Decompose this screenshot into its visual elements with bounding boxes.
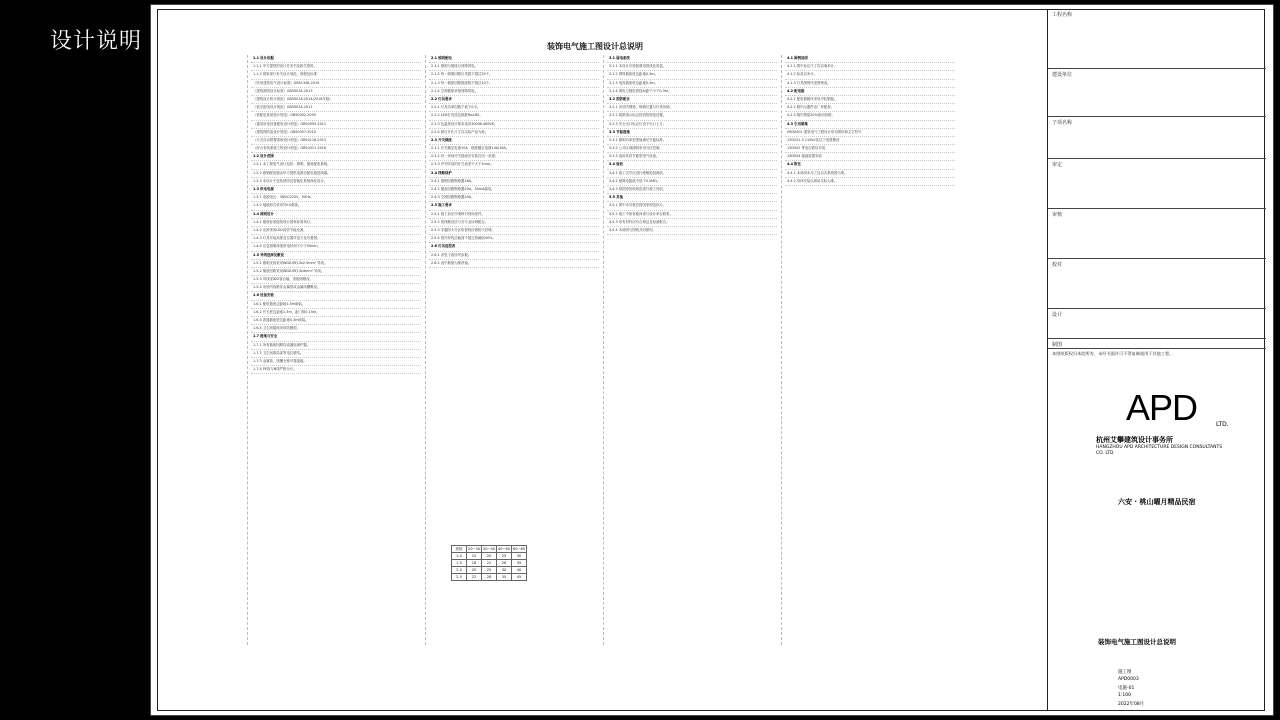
spec-column [785,55,955,645]
spec-line: 1.6.2 开关底边距地1.3m，距门框0.15m。 [251,309,421,317]
title-block [1047,9,1266,711]
spec-line: 14D504 接地装置安装 [785,153,955,161]
spec-heading: 4.1 图例说明 [785,55,955,63]
table-cell: 30~40 [482,547,496,551]
table-cell: 40~60 [497,547,511,551]
spec-line: 2.6.2 表中数值为推荐值。 [429,260,599,268]
table-cell: 20 [467,567,482,574]
spec-line: 1.5.4 吊顶内线路穿金属管或金属线槽敷设。 [251,284,421,292]
spec-line: 1.2.2 照明配电箱由甲方提供电源至配电箱进线端。 [251,170,421,178]
spec-line: 《通用用电设备配电设计规范》GB50055-2011 [251,121,421,129]
spec-heading: 2.1 照明配电 [429,55,599,63]
spec-line: 2.2.3 色温按设计要求选用3000K-4000K。 [429,121,599,129]
title-block-row [1048,9,1266,69]
table-row [452,574,527,581]
spec-line: 2.4.2 插座回路断路器20A，30mA漏电。 [429,186,599,194]
drawing-number: APD0003 [1118,677,1139,682]
fixture-table [451,545,527,581]
table-cell: 22 [482,560,497,567]
table-cell: 15 [467,553,482,560]
spec-line: 《低压配电设计规范》GB50054-2011 [251,104,421,112]
table-cell: 35 [512,560,527,567]
spec-heading: 4.2 配电箱 [785,88,955,96]
spec-line: 4.1.2 标高以米计。 [785,71,955,79]
spec-line: 1.7.4 PE线与N线严格分开。 [251,366,421,374]
table-cell: 25 [482,567,497,574]
spec-line: 2.2.4 筒灯开孔尺寸以实际产品为准。 [429,129,599,137]
spec-line: 2.5.4 管内导线总截面不超过管截面40%。 [429,235,599,243]
spec-line: 《综合布线系统工程设计规范》GB50311-2016 [251,145,421,153]
spec-line: 1.7.2 卫生间做局部等电位联结。 [251,350,421,358]
spec-line: 1.6.1 配电箱底边距地1.5m暗装。 [251,301,421,309]
company-name-en: HANGZHOU APD ARCHITECTURE DESIGN CONSULTANTS CO. LTD [1096,445,1223,456]
project-name: 六安 · 桃山曜月精品民宿 [1118,498,1196,506]
spec-line: 1.4.4 应急照明持续供电时间不小于90min。 [251,243,421,251]
spec-line: 3.1.1 本设计仅预留弱电管线及底盒。 [607,63,777,71]
spec-line: 3.5.4 本说明与图纸共同使用。 [607,227,777,235]
spec-line: 4.2.3 箱内预留20%备用回路。 [785,112,955,120]
spec-line: 3.5.3 所有材料应有合格证及检测报告。 [607,219,777,227]
spec-line: 《供配电系统设计规范》GB50052-2009 [251,112,421,120]
title-block-label: 子项名称 [1052,120,1073,126]
spec-line: 2.1.1 照明与插座分回路供电。 [429,63,599,71]
scale: 1:100 [1118,693,1131,698]
spec-line: 3.5.2 施工中如有疑问请与设计单位联系。 [607,211,777,219]
company-logo-suffix: LTD. [1216,421,1229,428]
spec-heading: 3.5 其他 [607,194,777,202]
spec-line: 2.4.1 照明回路断路器16A。 [429,178,599,186]
table-cell: 2.0 [452,567,467,574]
drawing-sheet [150,4,1274,716]
table-row [452,553,527,560]
spec-heading: 1.6 设备安装 [251,292,421,300]
spec-line: 2.3.3 并列安装的开关高差不大于1mm。 [429,161,599,169]
spec-line: 3.2.1 吊顶内烟感、喷淋位置与灯具协调。 [607,104,777,112]
spec-heading: 2.6 灯具选型表 [429,243,599,251]
spec-line: 15D502 等电位联结安装 [785,145,955,153]
table-cell: 1.0 [452,553,467,560]
spec-line: 1.3.1 电源电压：380V/220V，50Hz。 [251,194,421,202]
table-cell: 1.5 [452,560,467,567]
spec-line: 2.5.3 穿越防火分区的管线应做防火封堵。 [429,227,599,235]
company-name-cn: 杭州艾攀建筑设计事务所 [1096,436,1173,444]
spec-line: 4.4.2 具体安装以现场实际为准。 [785,178,955,186]
table-cell: 40 [512,567,527,574]
copyright-notes: 本图纸版权归本院所有，未经书面许可不得复制或用于其他工程。 [1052,351,1174,356]
spec-heading: 1.4 照明设计 [251,211,421,219]
table-row [452,560,527,567]
table-row [452,567,527,574]
spec-line: 3.2.2 疏散指示标志按消防规范设置。 [607,112,777,120]
spec-line: 《建筑照明设计标准》GB50034-2013 [251,88,421,96]
spec-line: 1.4.3 灯具安装高度及位置详见天花布置图。 [251,235,421,243]
title-block-row [1048,69,1266,117]
spec-line: 3.1.2 网络插座底边距地0.3m。 [607,71,777,79]
spec-heading: 3.3 节能措施 [607,129,777,137]
spec-line: 2.2.2 LED灯具显色指数Ra≥80。 [429,112,599,120]
column-divider [425,55,426,645]
date: 2022年08月 [1118,702,1145,707]
column-divider [781,55,782,645]
title-block-label: 审核 [1052,212,1063,218]
spec-heading: 1.5 导线选择及敷设 [251,252,421,260]
spec-line: 1.4.1 照度标准值按现行国家标准执行。 [251,219,421,227]
spec-line: 2.4.3 空调回路断路器25A。 [429,194,599,202]
column-divider [247,55,248,645]
spec-heading: 1.3 供电电源 [251,186,421,194]
spec-line: 1.1.2 国家现行有关设计规范、规程及标准： [251,71,421,79]
spec-line: 《民用建筑电气设计标准》GB51348-2019 [251,80,421,88]
spec-line: 1.2.3 本设计不包括消防及智能化系统深化设计。 [251,178,421,186]
spec-heading: 4.4 附注 [785,161,955,169]
spec-heading: 1.2 设计范围 [251,153,421,161]
table-cell: 20 [482,553,497,560]
spec-line: 3.3.1 照明功率密度值满足节能标准。 [607,137,777,145]
spec-line: 1.6.3 普通插座底边距地0.3m暗装。 [251,317,421,325]
title-block-row [1048,259,1266,309]
title-block-label: 校对 [1052,262,1063,268]
spec-line: 3.1.4 弱电与强电管线间距不小于0.3m。 [607,88,777,96]
stage: 施工图 [1118,670,1132,675]
table-row [452,546,527,553]
title-block-row [1048,309,1266,339]
column-divider [603,55,604,645]
spec-line: 1.3.2 接地形式采用TN-S系统。 [251,202,421,210]
spec-line: 4.1.3 灯具图例详见图例表。 [785,80,955,88]
title-block-label: 制图 [1052,342,1063,348]
spec-line: 3.1.3 电视插座底边距地0.3m。 [607,80,777,88]
title-block-label: 建设单位 [1052,72,1073,78]
spec-line: 2.1.2 每一照明回路灯具数不超过25个。 [429,71,599,79]
title-block-label: 审定 [1052,162,1063,168]
spec-column [251,55,421,645]
spec-line: 4.2.2 箱内元器件由厂家配套。 [785,104,955,112]
table-cell: 2.5 [452,574,467,581]
spec-line: 《火灾自动报警系统设计规范》GB50116-2013 [251,137,421,145]
spec-heading: 2.3 开关插座 [429,137,599,145]
spec-line: 1.1.1 甲方提供的设计任务书及相关资料。 [251,63,421,71]
table-cell: 规格 [452,546,467,553]
table-cell: 60~80 [512,547,526,551]
spec-heading: 2.5 施工要求 [429,202,599,210]
title-block-row [1048,117,1266,159]
spec-line: 2.2.1 灯具功率因数不低于0.9。 [429,104,599,112]
table-cell: 30 [497,567,512,574]
spec-line: 2.5.1 施工前应仔细核对现场条件。 [429,211,599,219]
spec-line: 1.2.1 本工程电气设计包括：照明、插座配电系统。 [251,161,421,169]
spec-line: 4.1.1 图中标注尺寸均以毫米计。 [785,63,955,71]
title-block-row [1048,209,1266,259]
spec-column [607,55,777,645]
table-cell: 28 [497,560,512,567]
spec-line: 1.7.1 所有插座回路均设漏电保护器。 [251,342,421,350]
spec-line: 2.3.1 开关额定电流10A，插座额定电流10A/16A。 [429,145,599,153]
spec-heading: 4.3 引用图集 [785,121,955,129]
table-cell: 28 [482,574,497,581]
spec-line: 3.3.2 公共区域照明采用分区控制。 [607,145,777,153]
spec-line: 2.5.2 管线敷设应与各专业协调配合。 [429,219,599,227]
table-cell: 25 [497,553,512,560]
spec-line: 4.4.1 本说明未尽之处以各系统图为准。 [785,170,955,178]
spec-heading: 3.1 弱电系统 [607,55,777,63]
spec-line: 2.6.1 详见下表所列参数。 [429,252,599,260]
slide-title: 设计说明 [50,29,143,54]
spec-line: 3.3.3 选用高效节能型电气设备。 [607,153,777,161]
table-cell: 18 [467,560,482,567]
spec-line: 1.4.2 光源采用LED高效节能光源。 [251,227,421,235]
spec-line: 3.4.2 绝缘电阻值不低于0.5MΩ。 [607,178,777,186]
spec-line: 2.1.3 每一插座回路插座数不超过10个。 [429,80,599,88]
spec-heading: 3.2 消防配合 [607,96,777,104]
table-cell: 35 [497,574,512,581]
sheet-number: 电施-01 [1118,686,1135,691]
spec-line: 1.5.1 照明支线采用WDZ-BYJ-3x2.5mm² 导线。 [251,260,421,268]
spec-heading: 3.4 验收 [607,161,777,169]
spec-line: 1.6.4 卫生间插座采用防溅型。 [251,325,421,333]
spec-heading: 1.1 设计依据 [251,55,421,63]
spec-line: 12D101-5 110kV及以下电缆敷设 [785,137,955,145]
table-cell: 45 [512,574,527,581]
spec-line: 1.7.3 金属管、线槽全程可靠接地。 [251,358,421,366]
spec-line: 2.1.4 空调插座单独回路供电。 [429,88,599,96]
title-block-label: 工程名称 [1052,12,1073,18]
spec-heading: 2.4 线路保护 [429,170,599,178]
spec-line: 3.4.1 施工完毕应进行绝缘电阻测试。 [607,170,777,178]
company-logo: APD [1126,387,1198,428]
spec-line: 2.3.2 同一房间开关插座应安装在同一高度。 [429,153,599,161]
spec-line: 1.5.3 导线穿JDG管沿墙、顶板暗敷设。 [251,276,421,284]
spec-line: 1.5.2 插座回路采用WDZ-BYJ-3x4mm² 导线。 [251,268,421,276]
title-block-label: 设计 [1052,312,1063,318]
spec-line: 3.5.1 图中未尽事宜按国家规范执行。 [607,202,777,210]
spec-line: 《建筑设计防火规范》GB50016-2014(2018年版) [251,96,421,104]
spec-line: 3.2.3 安全出口标志灯设于出口上方。 [607,121,777,129]
table-cell: 22 [467,574,482,581]
spec-heading: 2.2 灯具要求 [429,96,599,104]
spec-line: 4.2.1 配电箱箱体采用冷轧钢板。 [785,96,955,104]
document-title: 装饰电气施工图设计总说明 [547,42,643,51]
spec-line: 3.4.3 按国家验收规范进行竣工验收。 [607,186,777,194]
spec-heading: 1.7 接地与安全 [251,333,421,341]
spec-line: 09DX001 建筑电气工程设计常用图形和文字符号 [785,129,955,137]
title-block-row [1048,339,1266,349]
table-cell: 20~30 [467,547,481,551]
table-cell: 30 [512,553,527,560]
title-block-row [1048,159,1266,209]
drawing-name: 装饰电气施工图设计总说明 [1098,638,1176,646]
spec-line: 《建筑物防雷设计规范》GB50057-2010 [251,129,421,137]
